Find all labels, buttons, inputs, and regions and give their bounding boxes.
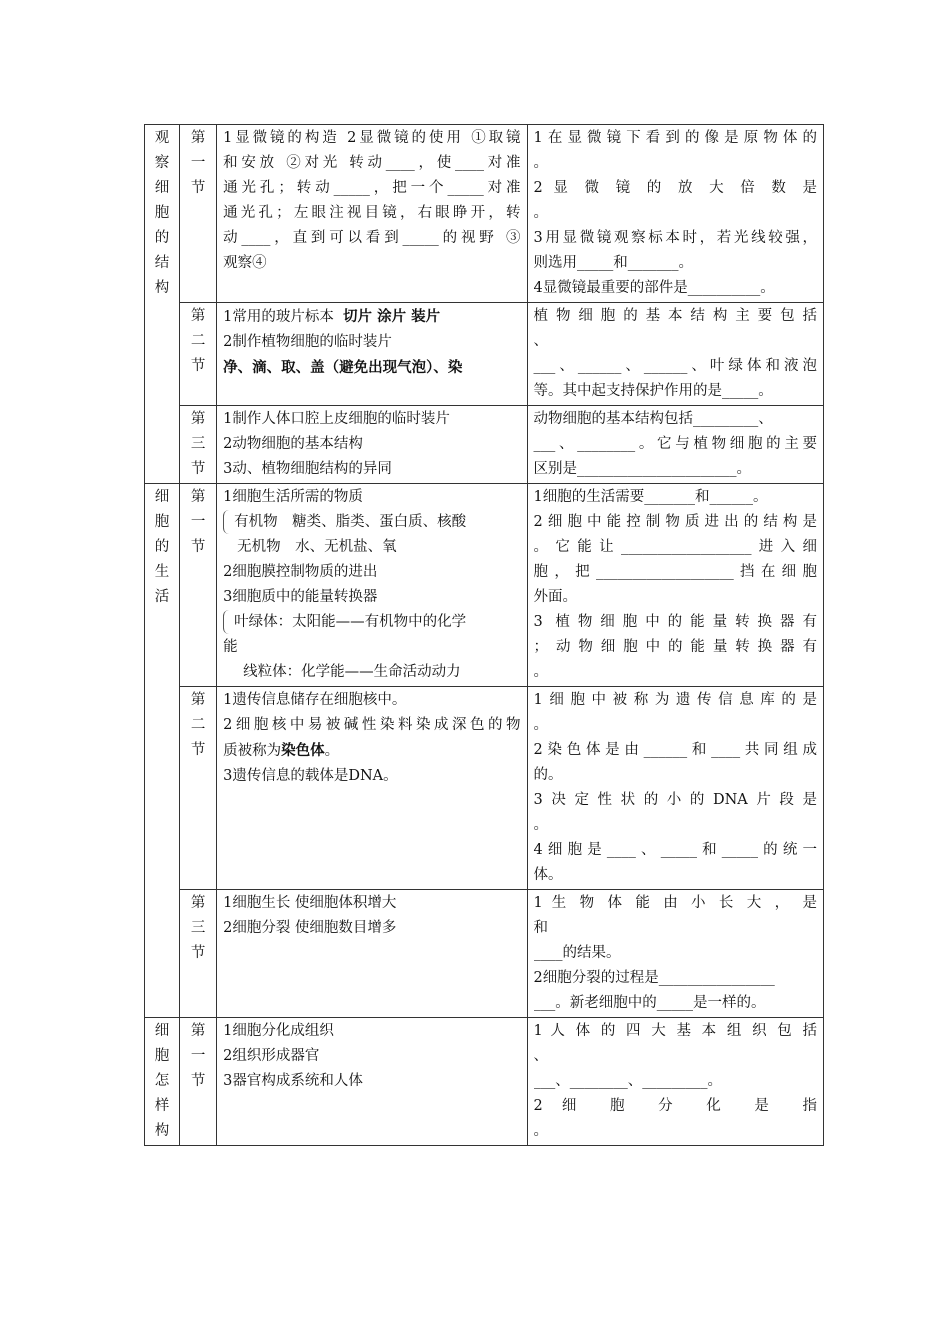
content-text: 。 [324, 743, 340, 759]
table-row [145, 303, 824, 406]
question-line: 。 [533, 155, 549, 171]
content-bold: 染色体 [281, 742, 325, 759]
content-line: 无机物 水、无机盐、氧 [237, 539, 397, 555]
content-line: 通光孔；转动_____，把一个_____对准 [223, 180, 521, 196]
content-line: 3遗传信息的载体是DNA。 [223, 768, 398, 784]
table-row [145, 687, 824, 890]
question-line: 。 [533, 1123, 549, 1139]
question-line: 、 [533, 333, 549, 349]
content-cell [217, 687, 527, 890]
question-line: 3决定性状的小的DNA片段是 [533, 792, 817, 808]
content-line [223, 610, 520, 635]
content-line: 和安放 ②对光 转动____，使____对准 [223, 155, 521, 171]
question-line: 2 细 胞 分 化 是 指 [533, 1098, 817, 1114]
content-line: 2细胞核中易被碱性染料染成深色的物 [223, 717, 521, 733]
section-cell [180, 484, 217, 687]
content-line: 1显微镜的构造 2显微镜的使用 ①取镜 [223, 130, 521, 146]
question-line: 1在显微镜下看到的像是原物体的 [533, 130, 817, 146]
content-line: 1细胞分化成组织 [223, 1023, 334, 1039]
question-line: 区别是______________________。 [533, 461, 752, 477]
table-row [145, 125, 824, 303]
content-text: 叶绿体：太阳能——有机物中的化学 [234, 614, 467, 630]
content-line: 通光孔；左眼注视目镜，右眼睁开，转 [223, 205, 521, 221]
section-label: 第二节 [190, 692, 206, 758]
content-text: 质被称为 [223, 743, 282, 759]
content-text: 有机物 糖类、脂类、蛋白质、核酸 [234, 514, 467, 530]
question-line: ___、________。它与植物细胞的主要 [533, 436, 817, 452]
section-label: 第一节 [190, 489, 206, 555]
question-line: ___、________、_________。 [533, 1073, 723, 1089]
question-line: 2细胞中能控制物质进出的结构是 [533, 514, 817, 530]
question-line: 。它能让__________________进入细 [533, 539, 817, 555]
chapter-cell [145, 484, 180, 1018]
question-line: 4显微镜最重要的部件是__________。 [533, 280, 775, 296]
content-bold: 切片 涂片 装片 [343, 308, 441, 325]
question-line: 胞，把___________________挡在细胞 [533, 564, 817, 580]
content-cell [217, 1018, 527, 1146]
question-line: 。 [533, 717, 549, 733]
question-cell [527, 406, 823, 484]
content-line: 3细胞质中的能量转换器 [223, 589, 378, 605]
question-cell [527, 484, 823, 687]
chapter-cell [145, 1018, 180, 1146]
section-cell [180, 303, 217, 406]
question-line: ___。新老细胞中的_____是一样的。 [533, 995, 766, 1011]
chapter-title: 细胞怎样构 [154, 1023, 170, 1139]
brace-icon [223, 510, 232, 534]
question-line: ___、______、______、叶绿体和液泡 [533, 358, 817, 374]
chapter-title: 细胞的生活 [154, 489, 170, 605]
question-line: 。 [533, 664, 549, 680]
question-line: 和 [533, 920, 549, 936]
content-line: 1细胞生活所需的物质 [223, 489, 363, 505]
content-line: 1细胞生长 使细胞体积增大 [223, 895, 397, 911]
question-line: 2 显 微 镜 的 放 大 倍 数 是 [533, 180, 817, 196]
content-line: 2组织形成器官 [223, 1048, 320, 1064]
content-line: 2细胞膜控制物质的进出 [223, 564, 378, 580]
section-cell [180, 1018, 217, 1146]
content-text: 1常用的玻片标本 [223, 309, 334, 325]
question-line: 的。 [533, 767, 563, 783]
question-cell [527, 890, 823, 1018]
content-line: 1遗传信息储存在细胞核中。 [223, 692, 407, 708]
content-cell [217, 125, 527, 303]
question-line: 外面。 [533, 589, 578, 605]
brace-icon [223, 610, 232, 634]
question-line: 3 植物细胞中的能量转换器有 [533, 614, 817, 630]
question-line: 1 生 物 体 能 由 小 长 大 ， 是 [533, 895, 817, 911]
section-cell [180, 406, 217, 484]
question-line: 2细胞分裂的过程是________________ [533, 970, 775, 986]
section-cell [180, 125, 217, 303]
content-line: 能 [223, 639, 238, 655]
content-cell [217, 406, 527, 484]
content-line: 观察④ [223, 255, 267, 271]
table-row [145, 406, 824, 484]
content-line: 净、滴、取、盖（避免出现气泡）、染 [223, 359, 463, 376]
content-line [223, 304, 520, 330]
question-line: 1 人 体 的 四 大 基 本 组 织 包 括 [533, 1023, 817, 1039]
question-line: 体。 [533, 867, 563, 883]
question-line: 等。其中起支持保护作用的是_____。 [533, 383, 773, 399]
section-label: 第一节 [190, 130, 206, 196]
section-cell [180, 687, 217, 890]
question-line: 则选用_____和_______。 [533, 255, 694, 271]
content-line: 3动、植物细胞结构的异同 [223, 461, 392, 477]
content-line [223, 738, 520, 764]
question-line: 植物细胞的基本结构主要包括 [533, 308, 817, 324]
content-line: 2动物细胞的基本结构 [223, 436, 363, 452]
question-line: 、 [533, 1048, 549, 1064]
chapter-title: 观察细胞的结构 [154, 130, 170, 296]
content-line: 1制作人体口腔上皮细胞的临时装片 [223, 411, 450, 427]
section-label: 第二节 [190, 308, 206, 374]
question-line: ；动物细胞中的能量转换器有 [533, 639, 817, 655]
question-cell [527, 125, 823, 303]
question-line: 1细胞的生活需要_______和______。 [533, 489, 768, 505]
table-row [145, 1018, 824, 1146]
question-line: 3用显微镜观察标本时，若光线较强， [533, 230, 817, 246]
question-cell [527, 303, 823, 406]
table-row [145, 484, 824, 687]
section-label: 第三节 [190, 411, 206, 477]
question-line: 。 [533, 205, 549, 221]
question-line: 。 [533, 817, 549, 833]
content-line: 动____，直到可以看到_____的视野 ③ [223, 230, 521, 246]
question-line: 2染色体是由______和____共同组成 [533, 742, 817, 758]
content-cell [217, 484, 527, 687]
question-cell [527, 687, 823, 890]
question-line: 动物细胞的基本结构包括_________、 [533, 411, 773, 427]
section-label: 第三节 [190, 895, 206, 961]
section-cell [180, 890, 217, 1018]
knowledge-table [144, 124, 824, 1146]
content-cell [217, 303, 527, 406]
question-line: 4细胞是____、_____和_____的统一 [533, 842, 817, 858]
content-line: 线粒体：化学能——生命活动动力 [243, 664, 461, 680]
content-line: 2细胞分裂 使细胞数目增多 [223, 920, 397, 936]
content-line [223, 510, 520, 535]
chapter-cell [145, 125, 180, 484]
question-line: ____的结果。 [533, 945, 621, 961]
content-cell [217, 890, 527, 1018]
section-label: 第一节 [190, 1023, 206, 1089]
table-row [145, 890, 824, 1018]
content-line: 2制作植物细胞的临时装片 [223, 334, 392, 350]
content-line: 3器官构成系统和人体 [223, 1073, 363, 1089]
question-line: 1细胞中被称为遗传信息库的是 [533, 692, 817, 708]
question-cell [527, 1018, 823, 1146]
